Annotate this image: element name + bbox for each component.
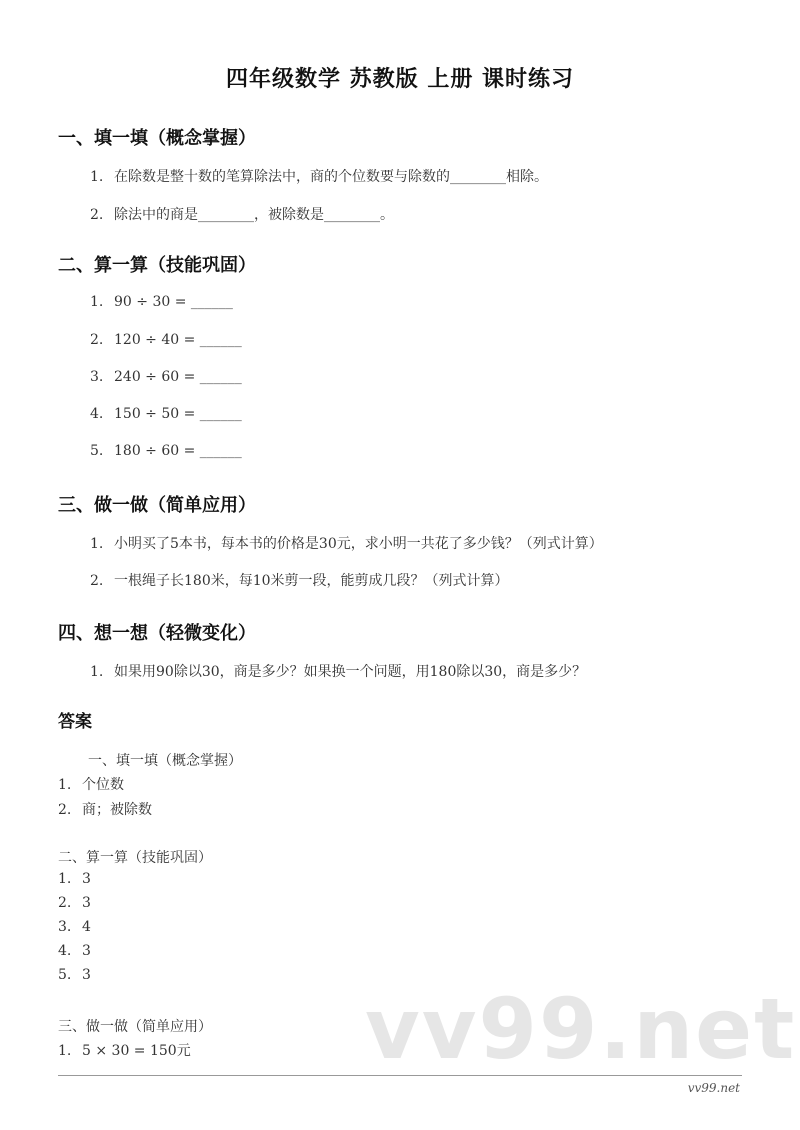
question-item: 1. 小明买了5本书，每本书的价格是30元，求小明一共花了多少钱？（列式计算）: [90, 536, 603, 552]
answer-group-heading: 一、填一填（概念掌握）: [88, 753, 242, 769]
section-heading-2: 二、算一算（技能巩固）: [58, 255, 256, 276]
answer-line: 1. 个位数: [58, 777, 124, 793]
answer-line: 4. 3: [58, 943, 91, 959]
answer-line: 3. 4: [58, 919, 91, 935]
question-item: 4. 150 ÷ 50 = ______: [90, 406, 242, 422]
answer-line: 2. 3: [58, 895, 91, 911]
answers-heading: 答案: [58, 712, 92, 732]
answer-group-heading: 三、做一做（简单应用）: [58, 1019, 212, 1035]
section-heading-1: 一、填一填（概念掌握）: [58, 128, 256, 149]
question-item: 3. 240 ÷ 60 = ______: [90, 369, 242, 385]
answer-line: 1. 3: [58, 871, 91, 887]
question-item: 2. 120 ÷ 40 = ______: [90, 332, 242, 348]
section-heading-4: 四、想一想（轻微变化）: [58, 623, 256, 644]
answer-line: 2. 商；被除数: [58, 802, 152, 818]
watermark-text: vv99.net: [365, 980, 797, 1078]
answer-group-heading: 二、算一算（技能巩固）: [58, 850, 212, 866]
footer-divider: [58, 1075, 742, 1076]
question-item: 1. 在除数是整十数的笔算除法中，商的个位数要与除数的________相除。: [90, 169, 548, 185]
section-heading-3: 三、做一做（简单应用）: [58, 495, 256, 516]
footer-site-label: vv99.net: [687, 1081, 740, 1095]
answer-line: 1. 5 × 30 = 150元: [58, 1043, 191, 1059]
answer-line: 5. 3: [58, 967, 91, 983]
question-item: 1. 如果用90除以30，商是多少？如果换一个问题，用180除以30，商是多少？: [90, 664, 587, 680]
question-item: 5. 180 ÷ 60 = ______: [90, 443, 242, 459]
question-item: 2. 除法中的商是________，被除数是________。: [90, 207, 394, 223]
question-item: 1. 90 ÷ 30 = ______: [90, 294, 233, 310]
question-item: 2. 一根绳子长180米，每10米剪一段，能剪成几段？（列式计算）: [90, 573, 509, 589]
page-title: 四年级数学 苏教版 上册 课时练习: [226, 66, 574, 92]
